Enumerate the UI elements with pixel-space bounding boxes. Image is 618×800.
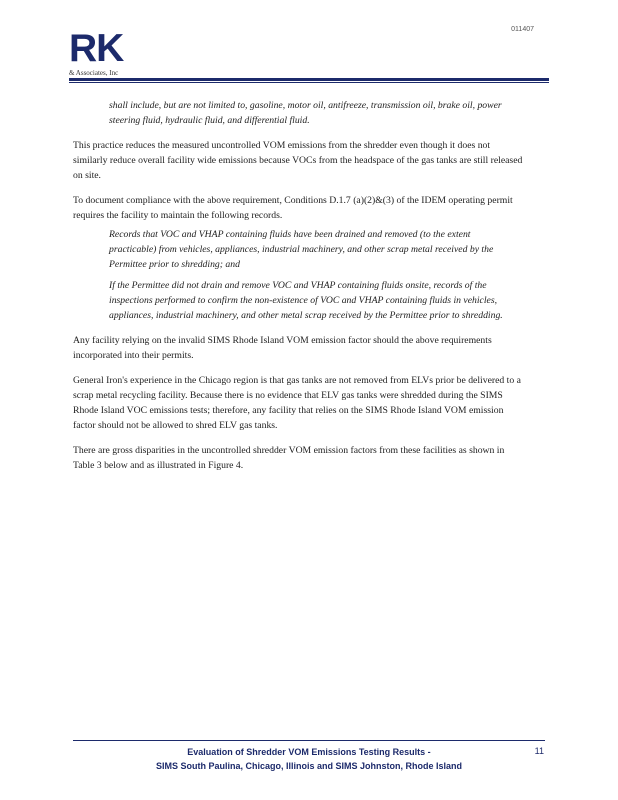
quote-record-1: Records that VOC and VHAP containing fluids have been drained and removed (to the extent practicable) from vehicles, appliances, industrial machinery, and other scrap metal received by the Permittee prior to shredding; and [109, 229, 494, 270]
document-body [73, 98, 523, 483]
paragraph-3: Any facility relying on the invalid SIMS Rhode Island VOM emission factor should the above requirements incorporated into their permits. [73, 335, 492, 361]
quote-record-2: If the Permittee did not drain and remove VOC and VHAP containing fluids onsite, records of the inspections performed to confirm the non-existence of VOC and VHAP containing fluids in vehicles, appliances, industrial machinery, and other metal scrap received by the Permittee prior to shredding. [109, 280, 503, 321]
footer-rule [73, 740, 545, 741]
page-number: 11 [534, 746, 544, 756]
quote-continuation: shall include, but are not limited to, gasoline, motor oil, antifreeze, transmission oil, brake oil, power steering fluid, hydraulic fluid, and differential fluid. [109, 100, 502, 126]
paragraph-4: General Iron's experience in the Chicago region is that gas tanks are not removed from ELVs prior be delivered to a scrap metal recycling facility. Because there is no evidence that ELV gas tanks were shredded during the SIMS Rhode Island VOC emissions tests; therefore, any facility that relies on the SIMS Rhode Island VOM emission factor should not be allowed to shred ELV gas tanks. [73, 375, 521, 431]
footer-title-line-2: SIMS South Paulina, Chicago, Illinois and SIMS Johnston, Rhode Island [155, 761, 463, 771]
logo-mark: RK [69, 27, 124, 70]
document-number: 011407 [511, 26, 534, 33]
page-footer [73, 745, 545, 773]
logo-subtext: & Associates, Inc [69, 69, 119, 77]
company-logo [69, 27, 139, 77]
paragraph-2: To document compliance with the above requirement, Conditions D.1.7 (a)(2)&(3) of the IDEM operating permit requires the facility to maintain the following records. [73, 195, 513, 221]
header-rule [69, 78, 549, 83]
paragraph-1: This practice reduces the measured uncontrolled VOM emissions from the shredder even though it does not similarly reduce overall facility wide emissions because VOCs from the headspace of the gas tanks are still released on site. [73, 140, 523, 181]
footer-title-line-1: Evaluation of Shredder VOM Emissions Testing Results - [187, 747, 431, 757]
paragraph-5: There are gross disparities in the uncontrolled shredder VOM emission factors from these facilities as shown in Table 3 below and as illustrated in Figure 4. [73, 445, 505, 471]
